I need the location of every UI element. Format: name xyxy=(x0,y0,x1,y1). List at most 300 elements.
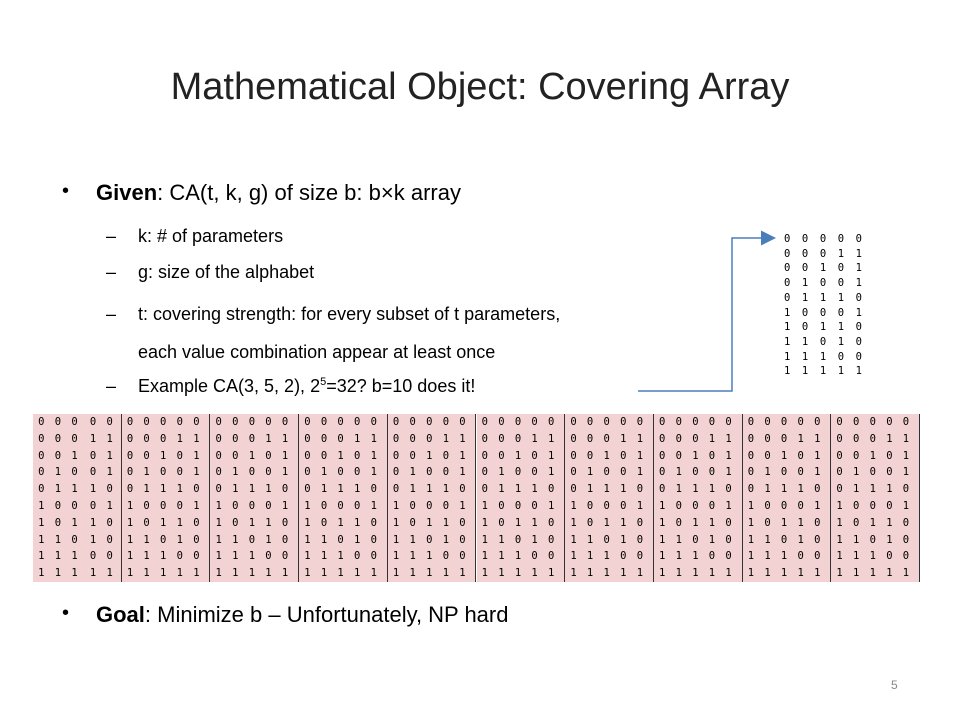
array-block-cell: 1 xyxy=(71,449,78,462)
array-block-cell: 1 xyxy=(281,449,289,462)
array-block-cell: 0 xyxy=(636,483,644,496)
small-array-cell: 0 xyxy=(837,262,845,275)
array-block-cell: 1 xyxy=(248,516,256,529)
array-block-cell: 1 xyxy=(89,567,97,580)
array-block-cell: 0 xyxy=(797,500,804,512)
array-block-cell: 0 xyxy=(71,432,78,445)
array-block-cell: 0 xyxy=(265,466,272,479)
array-block-cell: 1 xyxy=(853,483,860,496)
array-block-cell: 0 xyxy=(764,516,771,529)
array-block-cell: 0 xyxy=(442,550,450,563)
example-post: =32? b=10 does it! xyxy=(326,376,476,396)
array-block-cell: 0 xyxy=(747,483,755,496)
array-block-cell: 0 xyxy=(586,416,594,428)
array-block-row xyxy=(33,414,118,431)
small-array-cell: 1 xyxy=(855,262,862,275)
array-block-row xyxy=(122,548,205,565)
array-block-cell: 1 xyxy=(636,432,644,445)
array-block-cell: 1 xyxy=(570,550,577,563)
array-block-cell: 0 xyxy=(281,533,289,546)
array-block-cell: 0 xyxy=(304,432,311,445)
array-block-cell: 0 xyxy=(354,466,361,479)
array-block-cell: 0 xyxy=(320,516,328,529)
array-block-cell: 1 xyxy=(442,567,450,580)
array-block-cell: 0 xyxy=(603,416,610,428)
array-block-cell: 0 xyxy=(304,416,311,428)
array-block xyxy=(210,414,299,582)
array-block-cell: 1 xyxy=(354,432,361,445)
array-block-cell: 0 xyxy=(392,483,400,496)
array-block-row xyxy=(831,431,914,448)
arrow-path xyxy=(638,238,773,391)
array-block-cell: 1 xyxy=(531,483,538,496)
array-block-cell: 0 xyxy=(853,416,860,428)
array-block-cell: 1 xyxy=(426,449,433,462)
array-block-cell: 1 xyxy=(265,516,272,529)
array-block-row xyxy=(831,481,914,498)
array-block-cell: 1 xyxy=(531,516,538,529)
array-block-cell: 0 xyxy=(692,500,699,512)
array-block-cell: 1 xyxy=(193,432,200,445)
small-array-cell: 0 xyxy=(801,306,809,319)
array-block-cell: 1 xyxy=(675,567,682,580)
array-block-cell: 0 xyxy=(586,449,594,462)
array-block-cell: 1 xyxy=(548,432,555,445)
array-block-cell: 0 xyxy=(126,416,134,428)
array-block-cell: 0 xyxy=(71,533,78,546)
array-block-row xyxy=(33,464,118,481)
array-block-cell: 1 xyxy=(320,567,328,580)
array-block-row xyxy=(33,431,118,448)
small-array-cell: 0 xyxy=(837,277,845,290)
small-array-cell: 1 xyxy=(801,277,809,290)
array-block-cell: 0 xyxy=(106,533,113,546)
array-block-cell: 0 xyxy=(675,449,682,462)
array-block-cell: 0 xyxy=(38,432,45,445)
array-block-row xyxy=(477,481,560,498)
array-block-cell: 0 xyxy=(869,533,876,546)
array-block-cell: 0 xyxy=(481,449,488,462)
array-block-row xyxy=(299,498,382,515)
array-block-cell: 0 xyxy=(814,533,821,546)
array-block-cell: 1 xyxy=(459,432,466,445)
array-block-cell: 1 xyxy=(797,483,804,496)
array-block-cell: 1 xyxy=(531,533,538,546)
array-block-row xyxy=(210,498,293,515)
array-block-cell: 1 xyxy=(215,550,222,563)
array-block-cell: 1 xyxy=(814,449,821,462)
array-block-row xyxy=(477,431,560,448)
array-block-cell: 1 xyxy=(481,533,488,546)
array-block-cell: 1 xyxy=(764,466,771,479)
array-block-cell: 0 xyxy=(304,466,311,479)
array-block-cell: 0 xyxy=(620,449,627,462)
array-block-cell: 1 xyxy=(636,449,644,462)
array-block-cell: 0 xyxy=(481,432,488,445)
array-block-cell: 0 xyxy=(160,416,167,428)
array-block-cell: 0 xyxy=(71,466,78,479)
array-block-cell: 0 xyxy=(193,533,200,546)
array-block-cell: 0 xyxy=(71,500,78,512)
array-block-cell: 1 xyxy=(176,567,183,580)
array-block-cell: 1 xyxy=(481,516,488,529)
array-block-cell: 0 xyxy=(232,416,239,428)
array-block-cell: 1 xyxy=(337,567,344,580)
small-array-cell: 1 xyxy=(784,335,791,348)
array-block-cell: 1 xyxy=(725,432,732,445)
array-block-cell: 1 xyxy=(370,567,377,580)
array-block-cell: 0 xyxy=(370,483,377,496)
array-block-row xyxy=(122,481,205,498)
array-block-row xyxy=(33,565,118,582)
array-block-cell: 0 xyxy=(620,466,627,479)
array-block-cell: 1 xyxy=(659,500,666,512)
array-block-cell: 0 xyxy=(747,466,755,479)
array-block-cell: 1 xyxy=(459,449,466,462)
array-block-cell: 0 xyxy=(725,483,732,496)
array-block-cell: 1 xyxy=(814,466,821,479)
array-block-cell: 0 xyxy=(126,466,134,479)
array-block-cell: 0 xyxy=(869,416,876,428)
array-block-cell: 1 xyxy=(780,567,788,580)
array-block xyxy=(743,414,832,582)
array-block-cell: 0 xyxy=(764,449,771,462)
array-block-cell: 1 xyxy=(459,567,466,580)
array-block-cell: 0 xyxy=(902,516,910,529)
array-block-cell: 0 xyxy=(725,416,732,428)
array-block-cell: 1 xyxy=(176,432,183,445)
array-block-row xyxy=(654,431,737,448)
array-block-cell: 1 xyxy=(814,567,821,580)
array-block-cell: 1 xyxy=(89,483,97,496)
array-block-cell: 1 xyxy=(71,550,78,563)
array-block-cell: 1 xyxy=(392,516,400,529)
array-block-cell: 1 xyxy=(370,500,377,512)
array-block-row xyxy=(122,464,205,481)
array-block-cell: 1 xyxy=(320,466,328,479)
array-block-cell: 1 xyxy=(675,550,682,563)
small-array-cell: 1 xyxy=(837,335,845,348)
small-array-cell: 1 xyxy=(784,365,791,378)
array-block-cell: 0 xyxy=(836,466,843,479)
array-block-cell: 0 xyxy=(370,516,377,529)
array-block-row xyxy=(388,565,471,582)
array-block-cell: 1 xyxy=(764,533,771,546)
array-block-cell: 1 xyxy=(659,567,666,580)
array-block-cell: 1 xyxy=(232,466,239,479)
array-block-cell: 0 xyxy=(370,416,377,428)
array-block-cell: 1 xyxy=(215,533,222,546)
array-block-cell: 0 xyxy=(764,432,771,445)
array-block-row xyxy=(743,548,826,565)
array-block-cell: 1 xyxy=(548,466,555,479)
array-block-cell: 1 xyxy=(780,483,788,496)
array-block-cell: 0 xyxy=(570,483,577,496)
array-block-cell: 0 xyxy=(248,432,256,445)
array-block-cell: 0 xyxy=(370,533,377,546)
array-block-row xyxy=(299,532,382,549)
array-block-cell: 0 xyxy=(304,483,311,496)
array-block-cell: 0 xyxy=(281,516,289,529)
array-block-row xyxy=(565,414,648,431)
array-block-row xyxy=(654,548,737,565)
array-block-cell: 0 xyxy=(514,500,522,512)
array-block-cell: 1 xyxy=(281,500,289,512)
array-block-cell: 0 xyxy=(426,500,433,512)
small-array-cell: 1 xyxy=(819,350,827,363)
array-block-row xyxy=(477,448,560,465)
array-block-cell: 0 xyxy=(232,500,239,512)
sub-item-t-continuation: each value combination appear at least once xyxy=(138,342,496,362)
array-block-cell: 1 xyxy=(459,466,466,479)
array-block-cell: 1 xyxy=(747,500,755,512)
array-block-cell: 0 xyxy=(498,500,505,512)
array-block-cell: 1 xyxy=(126,550,134,563)
array-block-cell: 1 xyxy=(498,550,505,563)
array-block-cell: 1 xyxy=(160,516,167,529)
array-block-row xyxy=(565,532,648,549)
array-block-cell: 0 xyxy=(531,550,538,563)
array-block-row xyxy=(743,464,826,481)
small-array-cell: 0 xyxy=(837,350,845,363)
array-block-cell: 1 xyxy=(780,550,788,563)
array-block-row xyxy=(743,565,826,582)
array-block-cell: 0 xyxy=(780,500,788,512)
small-array-cell: 1 xyxy=(837,291,845,304)
array-block-cell: 0 xyxy=(692,466,699,479)
array-block-cell: 1 xyxy=(304,516,311,529)
array-block-cell: 0 xyxy=(481,466,488,479)
array-block-cell: 1 xyxy=(570,567,577,580)
array-block-cell: 0 xyxy=(248,416,256,428)
array-block-cell: 0 xyxy=(797,466,804,479)
array-block-cell: 1 xyxy=(620,533,627,546)
array-block-cell: 1 xyxy=(215,516,222,529)
array-block-cell: 0 xyxy=(902,550,910,563)
array-block-cell: 0 xyxy=(725,533,732,546)
array-block-cell: 0 xyxy=(176,416,183,428)
array-block-cell: 0 xyxy=(193,483,200,496)
array-block-row xyxy=(654,448,737,465)
array-block-cell: 0 xyxy=(426,466,433,479)
array-block-cell: 0 xyxy=(337,416,344,428)
array-block-cell: 0 xyxy=(281,483,289,496)
array-block-cell: 0 xyxy=(409,516,416,529)
array-block-cell: 1 xyxy=(54,483,62,496)
array-block-cell: 0 xyxy=(409,416,416,428)
array-block-cell: 1 xyxy=(869,516,876,529)
array-block-cell: 1 xyxy=(902,432,910,445)
array-block-row xyxy=(654,532,737,549)
array-block-cell: 0 xyxy=(708,416,716,428)
array-block-cell: 1 xyxy=(409,550,416,563)
array-block-cell: 0 xyxy=(354,550,361,563)
array-block-row xyxy=(654,464,737,481)
array-block-cell: 1 xyxy=(248,567,256,580)
array-block-row xyxy=(565,481,648,498)
array-block-cell: 1 xyxy=(586,550,594,563)
array-block-cell: 1 xyxy=(459,500,466,512)
array-block-row xyxy=(831,565,914,582)
array-block-cell: 1 xyxy=(215,567,222,580)
array-block-cell: 1 xyxy=(304,567,311,580)
array-block-cell: 0 xyxy=(160,533,167,546)
array-block-cell: 0 xyxy=(814,416,821,428)
array-block-row xyxy=(210,464,293,481)
array-block-cell: 1 xyxy=(902,449,910,462)
array-block-row xyxy=(477,548,560,565)
array-block-cell: 0 xyxy=(176,466,183,479)
array-block-cell: 1 xyxy=(869,449,876,462)
array-block-cell: 1 xyxy=(708,516,716,529)
array-block-cell: 1 xyxy=(71,483,78,496)
array-block-cell: 0 xyxy=(392,432,400,445)
array-block-cell: 1 xyxy=(409,567,416,580)
array-block-row xyxy=(831,532,914,549)
array-block-cell: 0 xyxy=(886,550,893,563)
array-block-cell: 1 xyxy=(814,432,821,445)
array-block-cell: 1 xyxy=(886,533,893,546)
array-block-cell: 0 xyxy=(675,500,682,512)
array-block-cell: 1 xyxy=(54,466,62,479)
array-block-cell: 0 xyxy=(853,432,860,445)
array-block-cell: 0 xyxy=(54,516,62,529)
array-block-cell: 0 xyxy=(392,466,400,479)
array-block-cell: 1 xyxy=(106,449,113,462)
array-block-cell: 0 xyxy=(281,550,289,563)
array-block-cell: 0 xyxy=(248,500,256,512)
array-block-cell: 0 xyxy=(160,500,167,512)
array-block-cell: 1 xyxy=(426,567,433,580)
array-block-cell: 0 xyxy=(54,449,62,462)
array-block-cell: 1 xyxy=(337,550,344,563)
array-block-cell: 1 xyxy=(38,516,45,529)
array-block-cell: 0 xyxy=(426,533,433,546)
array-block-cell: 0 xyxy=(143,516,150,529)
array-block-cell: 1 xyxy=(570,533,577,546)
array-block-cell: 0 xyxy=(354,416,361,428)
small-array-cell: 0 xyxy=(801,247,809,260)
small-array-cell: 1 xyxy=(837,321,845,334)
array-block-cell: 0 xyxy=(89,466,97,479)
array-block xyxy=(477,414,566,582)
array-block-cell: 0 xyxy=(459,483,466,496)
array-block-row xyxy=(831,414,914,431)
array-block-cell: 0 xyxy=(215,466,222,479)
array-block-row xyxy=(388,431,471,448)
array-block-cell: 1 xyxy=(392,567,400,580)
array-block-cell: 1 xyxy=(106,567,113,580)
array-block-cell: 1 xyxy=(106,432,113,445)
array-block-cell: 1 xyxy=(708,432,716,445)
array-block-cell: 1 xyxy=(232,567,239,580)
array-block-row xyxy=(477,515,560,532)
array-block-cell: 1 xyxy=(337,483,344,496)
array-block-cell: 1 xyxy=(354,483,361,496)
small-array-cell: 1 xyxy=(784,306,791,319)
array-block-cell: 0 xyxy=(337,533,344,546)
array-block-cell: 1 xyxy=(747,516,755,529)
array-block-cell: 0 xyxy=(89,500,97,512)
array-block-cell: 0 xyxy=(320,432,328,445)
array-block-cell: 0 xyxy=(106,550,113,563)
array-block-cell: 0 xyxy=(106,416,113,428)
small-array-cell: 1 xyxy=(801,335,809,348)
array-block-cell: 0 xyxy=(531,500,538,512)
array-block-cell: 0 xyxy=(869,466,876,479)
array-block-cell: 1 xyxy=(38,533,45,546)
array-block-cell: 0 xyxy=(354,500,361,512)
array-block-cell: 1 xyxy=(902,466,910,479)
array-block-cell: 1 xyxy=(886,516,893,529)
array-block-cell: 0 xyxy=(747,432,755,445)
array-block-cell: 0 xyxy=(675,416,682,428)
array-block-cell: 0 xyxy=(337,466,344,479)
array-block-row xyxy=(654,414,737,431)
array-block-cell: 0 xyxy=(320,449,328,462)
array-block-row xyxy=(299,548,382,565)
small-array-cell: 0 xyxy=(819,306,827,319)
small-array-cell: 0 xyxy=(855,350,862,363)
array-block-cell: 0 xyxy=(38,416,45,428)
small-array-cell: 1 xyxy=(855,306,862,319)
array-block-cell: 0 xyxy=(692,432,699,445)
array-block-cell: 1 xyxy=(675,533,682,546)
array-block-cell: 1 xyxy=(176,533,183,546)
array-block-cell: 1 xyxy=(426,550,433,563)
array-block-cell: 1 xyxy=(38,550,45,563)
array-block-cell: 1 xyxy=(548,449,555,462)
array-block-cell: 1 xyxy=(659,533,666,546)
array-block-cell: 0 xyxy=(902,533,910,546)
array-block-cell: 0 xyxy=(320,500,328,512)
array-block-cell: 1 xyxy=(54,533,62,546)
array-block-cell: 0 xyxy=(176,449,183,462)
bullet-goal-text xyxy=(96,602,508,628)
array-block-cell: 0 xyxy=(620,500,627,512)
array-block-row xyxy=(477,414,560,431)
array-block-cell: 1 xyxy=(853,466,860,479)
array-block-cell: 1 xyxy=(708,567,716,580)
array-block-cell: 0 xyxy=(409,432,416,445)
array-block-cell: 1 xyxy=(531,567,538,580)
array-block-cell: 1 xyxy=(265,567,272,580)
array-block-cell: 1 xyxy=(836,567,843,580)
array-block-cell: 0 xyxy=(143,432,150,445)
array-block-cell: 1 xyxy=(548,567,555,580)
array-block-row xyxy=(477,464,560,481)
array-block-cell: 1 xyxy=(126,533,134,546)
array-block-row xyxy=(565,498,648,515)
array-block-cell: 0 xyxy=(304,449,311,462)
array-block-row xyxy=(210,532,293,549)
array-block-cell: 0 xyxy=(603,466,610,479)
array-block-cell: 1 xyxy=(392,533,400,546)
array-block-cell: 1 xyxy=(659,550,666,563)
array-block-cell: 1 xyxy=(143,550,150,563)
array-block-cell: 1 xyxy=(692,567,699,580)
array-block-cell: 1 xyxy=(106,500,113,512)
array-block-cell: 0 xyxy=(869,432,876,445)
array-block-cell: 0 xyxy=(54,416,62,428)
array-block-cell: 0 xyxy=(659,432,666,445)
array-block-cell: 0 xyxy=(780,432,788,445)
small-array-cell: 1 xyxy=(819,365,827,378)
array-block-cell: 1 xyxy=(442,483,450,496)
array-block-row xyxy=(33,515,118,532)
array-block-cell: 0 xyxy=(780,416,788,428)
given-label: Given xyxy=(96,180,158,205)
